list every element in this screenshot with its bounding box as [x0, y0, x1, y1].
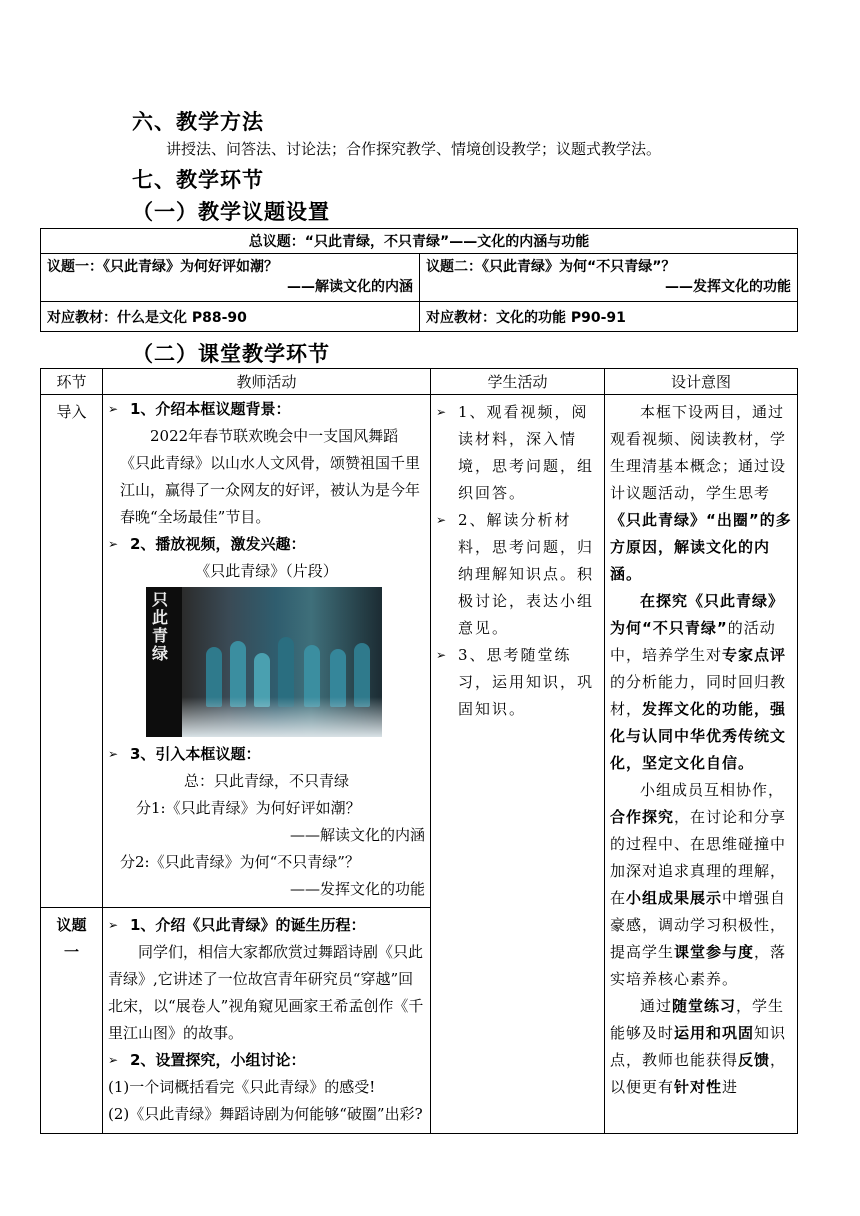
arrow-bullet-icon: ➢ — [108, 1053, 119, 1067]
topic-setting-title: （一）教学议题设置 — [132, 200, 330, 224]
stage-topic-one: 议题一 — [41, 908, 103, 1134]
arrow-bullet-icon: ➢ — [108, 537, 119, 551]
topic-one-cell — [41, 254, 420, 302]
class-table — [40, 368, 798, 1134]
class-procedure-title: （二）课堂教学环节 — [132, 342, 330, 366]
arrow-bullet-icon: ➢ — [436, 648, 447, 662]
design-intent-cell — [605, 395, 798, 1134]
stage-intro: 导入 — [41, 395, 103, 908]
question-one: 分1:《只此青绿》为何好评如潮？ — [136, 799, 361, 817]
material-one: 对应教材：什么是文化 P88-90 — [41, 302, 420, 332]
arrow-bullet-icon: ➢ — [436, 405, 447, 419]
student-item-1: ➢ 1、观看视频，阅读材料，深入情境，思考问题，组织回答。 — [436, 399, 599, 507]
student-item-3: ➢ 3、思考随堂练习，运用知识，巩固知识。 — [436, 642, 599, 723]
teacher-item-1-text: 2022年春节联欢晚会中一支国风舞蹈《只此青绿》以山水人文风骨，颂赞祖国千里江山，赢得了一众网友的好评，被认为是今年春晚“全场最佳”节目。 — [120, 427, 421, 526]
design-paragraph-2: 在探究《只此青绿》为何“不只青绿”的活动中，培养学生对专家点评的分析能力，同时回归教材，发挥文化的功能，强化与认同中华优秀传统文化，坚定文化自信。 — [610, 592, 787, 772]
design-paragraph-4: 通过随堂练习，学生能够及时运用和巩固知识点，教师也能获得反馈，以便更有针对性进 — [610, 997, 787, 1096]
teacher-topic-one-cell — [103, 908, 431, 1134]
header-teacher: 教师活动 — [103, 369, 431, 395]
arrow-bullet-icon: ➢ — [436, 513, 447, 527]
question-two-sub: ——发挥文化的功能 — [289, 880, 425, 898]
topic-table — [40, 228, 798, 332]
arrow-bullet-icon: ➢ — [108, 918, 119, 932]
design-paragraph-1: 本框下设两目，通过观看视频、阅读教材，学生理清基本概念；通过设计议题活动，学生思考《只此青绿》“出圈”的多方原因，解读文化的内涵。 — [610, 403, 792, 583]
video-still-image — [146, 587, 382, 737]
main-topic: 总议题：“只此青绿，不只青绿”——文化的内涵与功能 — [41, 229, 798, 254]
question-one-sub: ——解读文化的内涵 — [289, 826, 425, 844]
section-six-title: 六、教学方法 — [132, 110, 264, 134]
discussion-question-2: (2)《只此青绿》舞蹈诗剧为何能够“破圈”出彩? — [108, 1105, 423, 1123]
student-item-2: ➢ 2、解读分析材料，思考问题，归纳理解知识点。积极讨论，表达小组意见。 — [436, 507, 599, 642]
topic-two-sub: ——发挥文化的功能 — [665, 279, 791, 295]
topic-two-cell — [420, 254, 798, 302]
topic-one-sub: ——解读文化的内涵 — [287, 279, 413, 295]
teacher-item-1: ➢ 1、介绍本框议题背景： — [108, 396, 425, 423]
material-two: 对应教材：文化的功能 P90-91 — [420, 302, 798, 332]
topic-two: 议题二：《只此青绿》为何“不只青绿”？ — [426, 259, 676, 275]
teacher-item-3: ➢ 3、引入本框议题： — [108, 741, 425, 768]
teacher2-item-2: ➢ 2、设置探究，小组讨论： — [108, 1047, 425, 1074]
teacher-item-2: ➢ 2、播放视频，激发兴趣： — [108, 531, 425, 558]
arrow-bullet-icon: ➢ — [108, 747, 119, 761]
teacher2-item-1-text: 同学们，相信大家都欣赏过舞蹈诗剧《只此青绿》,它讲述了一位故宫青年研究员“穿越”回北宋，以“展卷人”视角窥见画家王希孟创作《千里江山图》的故事。 — [108, 943, 424, 1042]
question-total: 总：只此青绿，不只青绿 — [183, 772, 349, 790]
video-caption: 《只此青绿》（片段） — [195, 562, 338, 580]
topic-one: 议题一：《只此青绿》为何好评如潮？ — [47, 259, 278, 275]
header-student: 学生活动 — [431, 369, 605, 395]
header-stage: 环节 — [41, 369, 103, 395]
question-two: 分2:《只此青绿》为何“不只青绿”？ — [120, 853, 360, 871]
arrow-bullet-icon: ➢ — [108, 402, 119, 416]
student-activity-cell — [431, 395, 605, 1134]
header-design: 设计意图 — [605, 369, 798, 395]
teacher2-item-1: ➢ 1、介绍《只此青绿》的诞生历程： — [108, 912, 425, 939]
teaching-methods-text: 讲授法、问答法、讨论法；合作探究教学、情境创设教学；议题式教学法。 — [166, 140, 662, 158]
teacher-intro-cell — [103, 395, 431, 908]
section-seven-title: 七、教学环节 — [132, 168, 264, 192]
image-title-text: 只此青绿 — [152, 590, 169, 663]
discussion-question-1: (1)一个词概括看完《只此青绿》的感受! — [108, 1078, 376, 1096]
design-paragraph-3: 小组成员互相协作，合作探究，在讨论和分享的过程中、在思维碰撞中加深对追求真理的理解，在小组成果展示中增强自豪感，调动学习积极性，提高学生课堂参与度，落实培养核心素养。 — [610, 781, 787, 988]
